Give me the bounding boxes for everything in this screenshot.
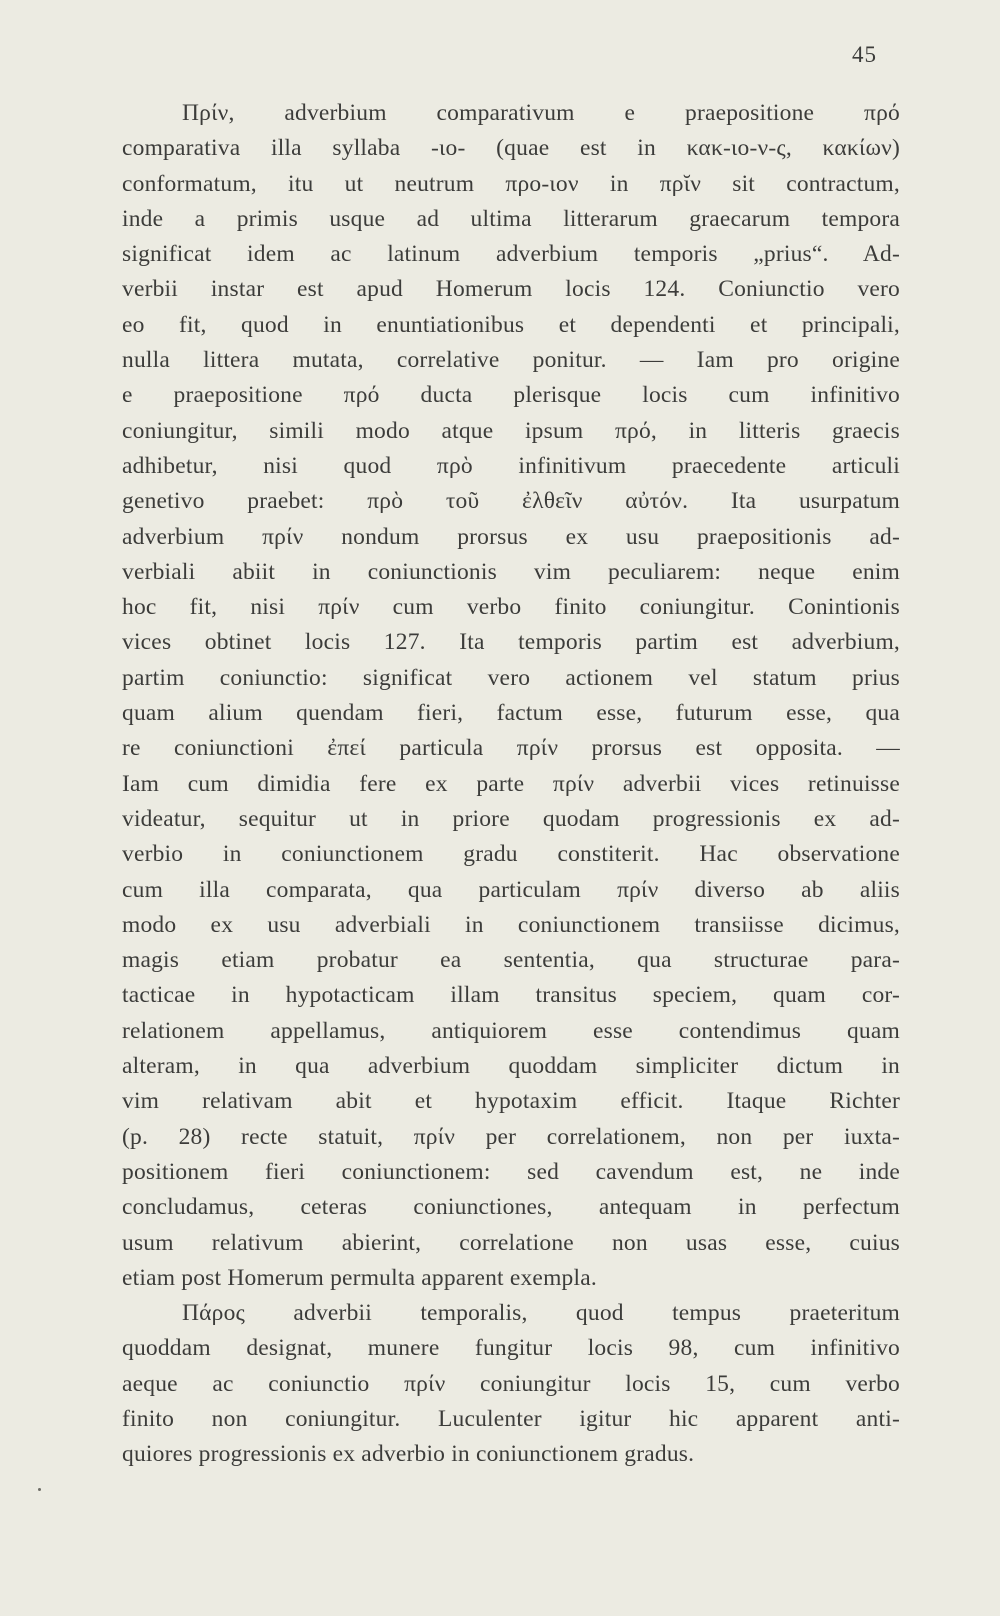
text-line: magis etiam probatur ea sententia, qua structurae para- — [122, 947, 900, 974]
text-line: conformatum, itu ut neutrum προ-ιον in πρῐν sit contractum, — [122, 170, 900, 197]
text-line: comparativa illa syllaba -ιο- (quae est in κακ-ιο-ν-ς, κακίων) — [122, 135, 900, 162]
text-line: coniungitur, simili modo atque ipsum πρό, in litteris graecis — [122, 417, 900, 444]
text-line: alteram, in qua adverbium quoddam simpliciter dictum in — [122, 1053, 900, 1080]
paragraph-prin — [122, 96, 900, 1296]
text-line: eo fit, quod in enuntiationibus et dependenti et principali, — [122, 311, 900, 338]
page-number: 45 — [852, 42, 877, 67]
body-text — [122, 96, 900, 1473]
text-line: quiores progressionis ex adverbio in coniunctionem gradus. — [122, 1441, 695, 1468]
text-line: inde a primis usque ad ultima litterarum graecarum tempora — [122, 205, 900, 232]
text-line: partim coniunctio: significat vero actionem vel statum prius — [122, 664, 900, 691]
text-line: videatur, sequitur ut in priore quodam progressionis ex ad- — [122, 805, 900, 832]
text-line: tacticae in hypotacticam illam transitus speciem, quam cor- — [122, 982, 900, 1009]
text-line: cum illa comparata, qua particulam πρίν diverso ab aliis — [122, 876, 900, 903]
text-line: (p. 28) recte statuit, πρίν per correlationem, non per iuxta- — [122, 1123, 900, 1150]
text-line: modo ex usu adverbiali in coniunctionem transiisse dicimus, — [122, 911, 900, 938]
text-line: Πρίν, adverbium comparativum e praepositione πρό — [182, 100, 900, 126]
text-line: finito non coniungitur. Luculenter igitur hic apparent anti- — [122, 1405, 900, 1432]
text-line: concludamus, ceteras coniunctiones, antequam in perfectum — [122, 1194, 900, 1221]
text-line: positionem fieri coniunctionem: sed cavendum est, ne inde — [122, 1158, 900, 1185]
text-line: genetivo praebet: πρὸ τοῦ ἐλθεῖν αὐτόν. Ita usurpatum — [122, 488, 900, 515]
text-line: relationem appellamus, antiquiorem esse contendimus quam — [122, 1017, 900, 1044]
text-line: e praepositione πρό ducta plerisque locis cum infinitivo — [122, 382, 900, 409]
text-line: significat idem ac latinum adverbium temporis „prius“. Ad- — [122, 241, 900, 268]
text-line: quoddam designat, munere fungitur locis 98, cum infinitivo — [122, 1335, 900, 1362]
text-line: quam alium quendam fieri, factum esse, futurum esse, qua — [122, 700, 900, 727]
text-line: etiam post Homerum permulta apparent exempla. — [122, 1264, 597, 1291]
text-line: vices obtinet locis 127. Ita temporis partim est adverbium, — [122, 629, 900, 656]
paragraph-paros — [122, 1296, 900, 1472]
text-line: re coniunctioni ἐπεί particula πρίν prorsus est opposita. — — [122, 735, 900, 762]
text-line: adverbium πρίν nondum prorsus ex usu praepositionis ad- — [122, 523, 900, 550]
text-line: aeque ac coniunctio πρίν coniungitur locis 15, cum verbo — [122, 1370, 900, 1397]
paper-speck — [38, 1488, 41, 1491]
text-line: verbii instar est apud Homerum locis 124. Coniunctio vero — [122, 276, 900, 303]
text-line: Iam cum dimidia fere ex parte πρίν adverbii vices retinuisse — [122, 770, 900, 797]
text-line: vim relativam abit et hypotaxim efficit. Itaque Richter — [122, 1088, 900, 1115]
text-line: usum relativum abierint, correlatione non usas esse, cuius — [122, 1229, 900, 1256]
text-line: verbio in coniunctionem gradu constiterit. Hac observatione — [122, 841, 900, 868]
text-line: nulla littera mutata, correlative ponitur. — Iam pro origine — [122, 347, 900, 374]
text-line: verbiali abiit in coniunctionis vim peculiarem: neque enim — [122, 558, 900, 585]
text-line: Πάρος adverbii temporalis, quod tempus praeteritum — [182, 1300, 900, 1327]
text-line: adhibetur, nisi quod πρὸ infinitivum praecedente articuli — [122, 452, 900, 479]
text-line: hoc fit, nisi πρίν cum verbo finito coniungitur. Conintionis — [122, 594, 900, 621]
